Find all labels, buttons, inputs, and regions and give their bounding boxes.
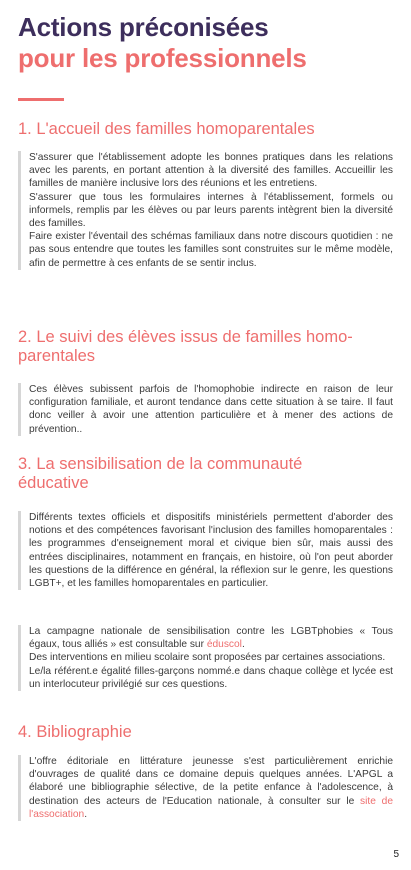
section-3-paragraph-2-text: La campagne nationale de sensibilisation contre les LGBTphobies « Tous égaux, tous alliés » est consultable sur xyxy=(29,626,393,651)
page-title-line2: pour les professionnels xyxy=(18,43,307,73)
section-3-paragraph-2 xyxy=(29,625,393,651)
section-3-body-b xyxy=(18,625,393,691)
section-4-body xyxy=(18,755,393,821)
page-title-line1: Actions préconisées xyxy=(18,12,269,42)
section-3-heading-line2: éducative xyxy=(18,474,89,492)
page-title xyxy=(18,12,307,74)
section-3-body-a xyxy=(18,511,393,590)
section-2-body xyxy=(18,383,393,436)
section-4-paragraph-1 xyxy=(29,755,393,821)
section-3-paragraph-4: Le/la référent.e égalité filles-garçons nommé.e dans chaque collège et lycée est un interlocuteur privilégié sur ces questions. xyxy=(29,665,393,690)
section-1-paragraph-3: Faire exister l'éventail des schémas familiaux dans notre discours quotidien : ne pas sous entendre que toutes les familles sont construites sur le même modèle, afin de permettre à ces enfants de se sentir inclus. xyxy=(29,231,393,269)
section-3-paragraph-2-end: . xyxy=(241,639,245,651)
title-underline xyxy=(18,98,64,101)
section-3-heading-line1: 3. La sensibilisation de la communauté xyxy=(18,455,303,473)
section-2-heading-line2: parentales xyxy=(18,347,96,365)
section-3-heading xyxy=(18,455,398,493)
section-2-heading-line1: 2. Le suivi des élèves issus de familles homo- xyxy=(18,328,353,346)
section-2-paragraph-1: Ces élèves subissent parfois de l'homophobie indirecte en raison de leur configuration familiale, et auront tendance dans cette situation à se taire. Il faut donc veiller à avoir une attention particulière et à mener des actions de prévention.. xyxy=(29,384,393,435)
section-3-paragraph-1: Différents textes officiels et dispositifs ministériels permettent d'aborder des notions et des compétences favorisant l'inclusion des familles homoparentales : les programmes d'enseignement moral et civique bien sûr, mais aussi des entrées disciplinaires, notamment en français, en histoire, où l'on peut aborder les questions de la différence en général, la réflexion sur le genre, les questions LGBT+, et les familles homoparentales en particulier. xyxy=(29,512,393,590)
section-1-paragraph-1: S'assurer que l'établissement adopte les bonnes pratiques dans les relations avec les parents, en portant attention à la diversité des familles. Accueillir les familles de manière inclusive lors des réunions et les entretiens. xyxy=(29,152,393,190)
association-site-link[interactable]: site de l'association xyxy=(29,795,394,820)
section-1-body xyxy=(18,151,393,270)
page-number: 5 xyxy=(393,849,399,860)
eduscol-link[interactable]: éduscol xyxy=(206,639,242,651)
section-3-paragraph-3: Des interventions en milieu scolaire sont proposées par certaines associations. xyxy=(29,652,386,664)
section-2-heading xyxy=(18,328,398,366)
section-4-paragraph-text: L'offre éditoriale en littérature jeunesse s'est particulièrement enrichie d'ouvrages de qualité dans ce domaine depuis quelques années. L'APGL a élaboré une bibliographie sélective, de la petite enfance à l'adolescence, à destination des acteurs de l'Education nationale, à consulter sur le xyxy=(29,756,393,807)
section-4-heading: 4. Bibliographie xyxy=(18,723,132,741)
section-1-paragraph-2: S'assurer que tous les formulaires internes à l'établissement, formels ou informels, remplis par les élèves ou par leurs parents intègrent bien la diversité des familles. xyxy=(29,191,393,230)
section-4-paragraph-end: . xyxy=(84,808,88,820)
section-1-heading: 1. L'accueil des familles homoparentales xyxy=(18,120,315,138)
